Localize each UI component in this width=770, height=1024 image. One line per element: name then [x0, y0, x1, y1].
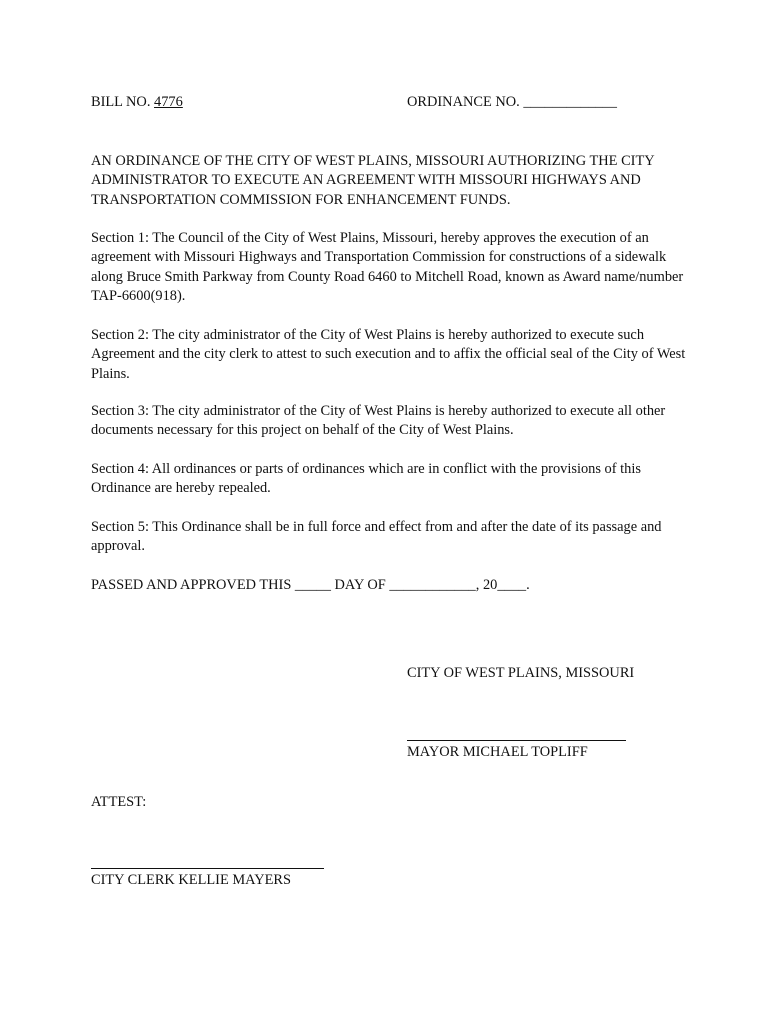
- section-2: Section 2: The city administrator of the City of West Plains is hereby authorized to execute such Agreement and the city clerk to attest to such execution and to affix the official seal of the City of West Plains.: [91, 327, 686, 382]
- mayor-title: MAYOR MICHAEL TOPLIFF: [407, 744, 588, 760]
- section-3: Section 3: The city administrator of the City of West Plains is hereby authorized to execute all other documents necessary for this project on behalf of the City of West Plains.: [91, 403, 666, 439]
- ordinance-blank: _____________: [523, 94, 617, 110]
- clerk-signature-line: [91, 868, 324, 869]
- passed-approved-line: PASSED AND APPROVED THIS _____ DAY OF ____________, 20____.: [91, 577, 530, 593]
- bill-number: 4776: [154, 94, 183, 110]
- mayor-signature-line: [407, 740, 626, 741]
- ordinance-number-line: [407, 93, 617, 112]
- city-name: CITY OF WEST PLAINS, MISSOURI: [407, 665, 635, 681]
- clerk-title: CITY CLERK KELLIE MAYERS: [91, 872, 291, 888]
- section-5: Section 5: This Ordinance shall be in full force and effect from and after the date of its passage and approval.: [91, 519, 662, 555]
- ordinance-title: AN ORDINANCE OF THE CITY OF WEST PLAINS, MISSOURI AUTHORIZING THE CITY ADMINISTRATOR TO EXECUTE AN AGREEMENT WITH MISSOURI HIGHWAYS AND TRANSPORTATION COMMISSION FOR ENHANCEMENT FUNDS.: [91, 153, 655, 208]
- ordinance-label: ORDINANCE NO.: [407, 94, 520, 110]
- bill-label: BILL NO.: [91, 94, 151, 110]
- bill-number-line: [91, 93, 183, 112]
- attest-label: ATTEST:: [91, 794, 147, 810]
- section-4: Section 4: All ordinances or parts of ordinances which are in conflict with the provisions of this Ordinance are hereby repealed.: [91, 461, 641, 497]
- section-1: Section 1: The Council of the City of West Plains, Missouri, hereby approves the execution of an agreement with Missouri Highways and Transportation Commission for constructions of a sidewalk along Bruce Smith Parkway from County Road 6460 to Mitchell Road, known as Award name/number TAP-6600(918).: [91, 230, 684, 304]
